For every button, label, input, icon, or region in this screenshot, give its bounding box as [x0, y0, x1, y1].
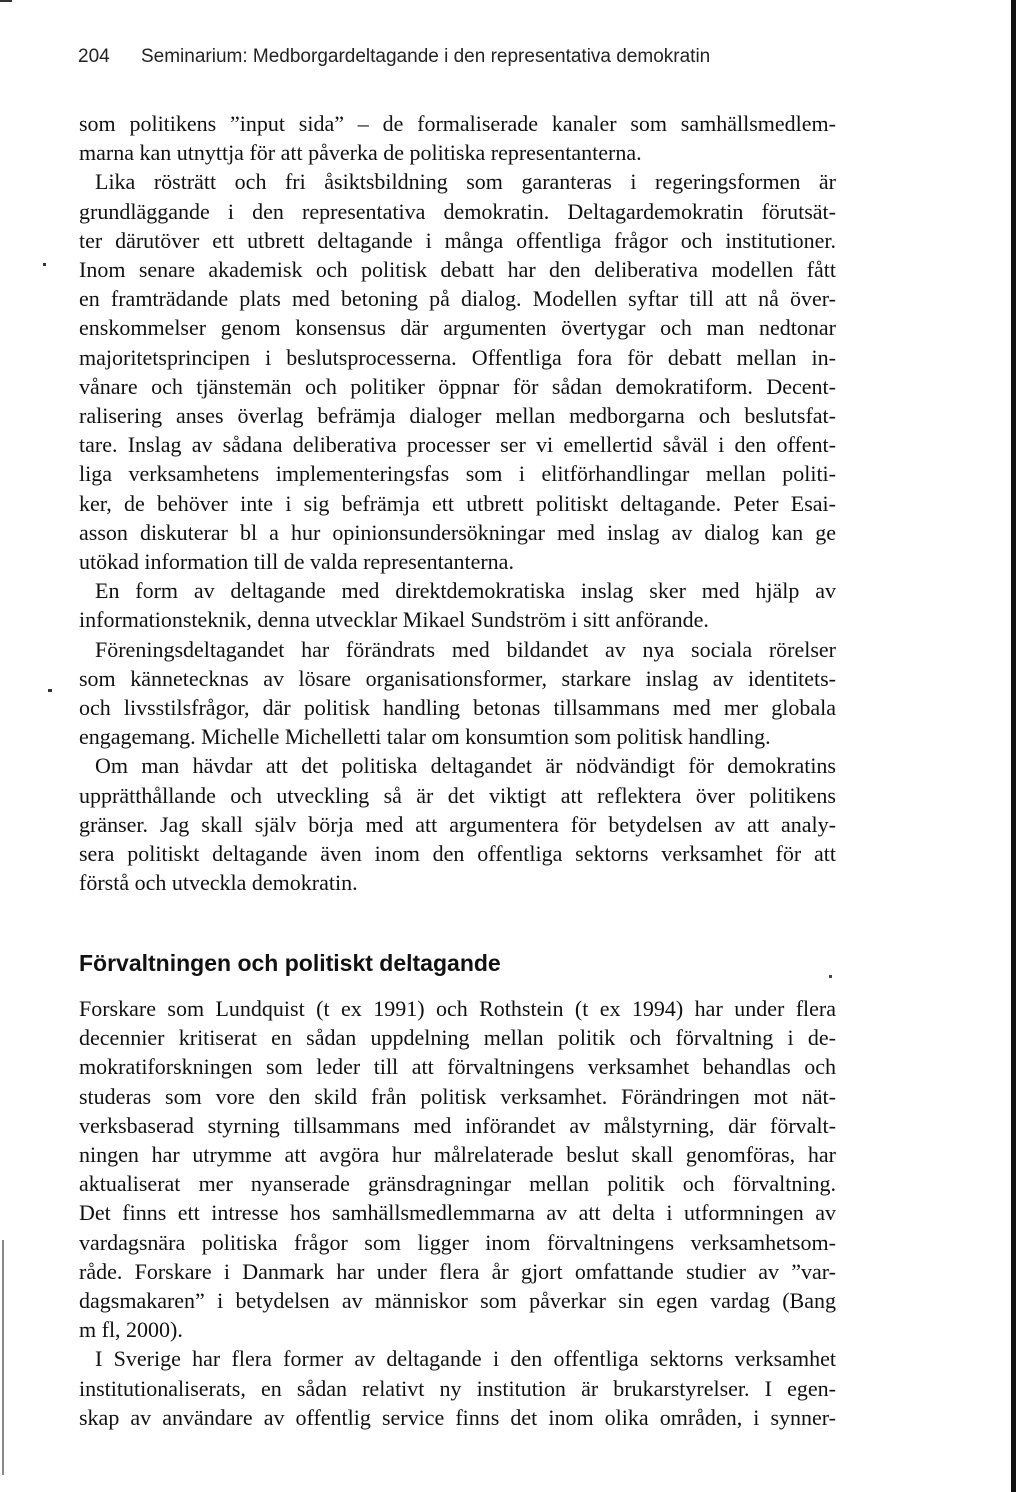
text-line: asson diskuterar bl a hur opinionsundersökningar med inslag av dialog kan ge	[79, 519, 836, 545]
text-line: informationsteknik, denna utvecklar Mikael Sundström i sitt anförande.	[79, 607, 709, 633]
text-line: ter därutöver ett utbrett deltagande i många offentliga frågor och institutioner.	[79, 227, 836, 253]
text-line: Föreningsdeltagandet har förändrats med bildandet av nya sociala rörelser	[95, 636, 836, 662]
text-line: decennier kritiserat en sådan uppdelning mellan politik och förvaltning i de-	[79, 1025, 836, 1051]
text-line: förstå och utveckla demokratin.	[79, 870, 358, 896]
page-edge-rule	[1011, 0, 1016, 1492]
text-line: gränser. Jag skall själv börja med att argumentera för betydelsen av att analy-	[79, 811, 836, 837]
text-line: sera politiskt deltagande även inom den offentliga sektorns verksamhet för att	[79, 841, 836, 867]
text-line: Lika rösträtt och fri åsiktsbildning som garanteras i regeringsformen är	[95, 169, 836, 195]
running-header	[78, 46, 710, 68]
text-line: ningen har utrymme att avgöra hur målrelaterade beslut skall genomföras, har	[79, 1142, 836, 1168]
text-line: Forskare som Lundquist (t ex 1991) och Rothstein (t ex 1994) har under flera	[79, 996, 836, 1021]
text-line: råde. Forskare i Danmark har under flera år gjort omfattande studier av ”var-	[79, 1258, 836, 1284]
scan-mark	[48, 689, 52, 692]
text-line: skap av användare av offentlig service finns det inom olika områden, i synner-	[79, 1404, 836, 1430]
text-line: engagemang. Michelle Michelletti talar om konsumtion som politisk handling.	[79, 724, 771, 750]
text-line: och livsstilsfrågor, där politisk handling betonas tillsammans med mer globala	[79, 695, 836, 721]
text-line: studeras som vore den skild från politisk verksamhet. Förändringen mot nät-	[79, 1083, 836, 1109]
text-line: grundläggande i den representativa demokratin. Deltagardemokratin förutsät-	[79, 198, 836, 224]
text-line: Det finns ett intresse hos samhällsmedlemmarna av att delta i utformningen av	[79, 1200, 836, 1226]
section-heading: Förvaltningen och politiskt deltagande	[79, 950, 501, 976]
text-line: vånare och tjänstemän och politiker öppnar för sådan demokratiform. Decent-	[79, 373, 836, 399]
text-line: marna kan utnyttja för att påverka de politiska representanterna.	[79, 140, 642, 166]
text-line: liga verksamhetens implementeringsfas som i elitförhandlingar mellan politi-	[79, 461, 836, 487]
text-line: en framträdande plats med betoning på dialog. Modellen syftar till att nå över-	[79, 286, 836, 312]
text-line: institutionaliserats, en sådan relativt ny institution är brukarstyrelser. I egen-	[79, 1375, 836, 1401]
text-line: En form av deltagande med direktdemokratiska inslag sker med hjälp av	[95, 578, 836, 604]
text-line: ralisering anses överlag befrämja dialoger mellan medborgarna och beslutsfat-	[79, 403, 836, 429]
text-line: Om man hävdar att det politiska deltagandet är nödvändigt för demokratins	[95, 753, 836, 779]
page-number: 204	[78, 46, 110, 67]
text-line: tare. Inslag av sådana deliberativa processer ser vi emellertid såväl i den offent-	[79, 432, 836, 458]
text-line: ker, de behöver inte i sig befrämja ett utbrett politiskt deltagande. Peter Esai-	[79, 490, 836, 516]
text-line: upprätthållande och utveckling så är det viktigt att reflektera över politikens	[79, 782, 836, 808]
text-line: m fl, 2000).	[79, 1317, 183, 1343]
text-line: utökad information till de valda representanterna.	[79, 549, 514, 575]
text-line: mokratiforskningen som leder till att förvaltningens verksamhet behandlas och	[79, 1054, 836, 1080]
scan-mark-corner	[0, 0, 12, 2]
body-text-section-1	[79, 109, 836, 897]
text-line: aktualiserat mer nyanserade gränsdragningar mellan politik och förvaltning.	[79, 1171, 836, 1197]
text-line: dagsmakaren” i betydelsen av människor som påverkar sin egen vardag (Bang	[79, 1288, 836, 1314]
scan-mark	[829, 975, 832, 978]
text-line: verksbaserad styrning tillsammans med införandet av målstyrning, där förvalt-	[79, 1112, 836, 1138]
text-line: enskommelser genom konsensus där argumenten övertygar och man nedtonar	[79, 315, 836, 341]
text-line: majoritetsprincipen i beslutsprocesserna. Offentliga fora för debatt mellan in-	[79, 344, 836, 370]
text-line: som kännetecknas av lösare organisationsformer, starkare inslag av identitets-	[79, 665, 836, 691]
text-line: som politikens ”input sida” – de formaliserade kanaler som samhällsmedlem-	[79, 111, 836, 136]
running-title: Seminarium: Medborgardeltagande i den representativa demokratin	[140, 46, 711, 67]
text-line: vardagsnära politiska frågor som ligger inom förvaltningens verksamhetsom-	[79, 1229, 836, 1255]
scan-margin-line	[2, 1240, 4, 1475]
scan-mark	[43, 263, 46, 266]
text-line: Inom senare akademisk och politisk debatt har den deliberativa modellen fått	[79, 257, 836, 283]
text-line: I Sverige har flera former av deltagande i den offentliga sektorns verksamhet	[95, 1346, 836, 1372]
body-text-section-2	[79, 994, 836, 1432]
